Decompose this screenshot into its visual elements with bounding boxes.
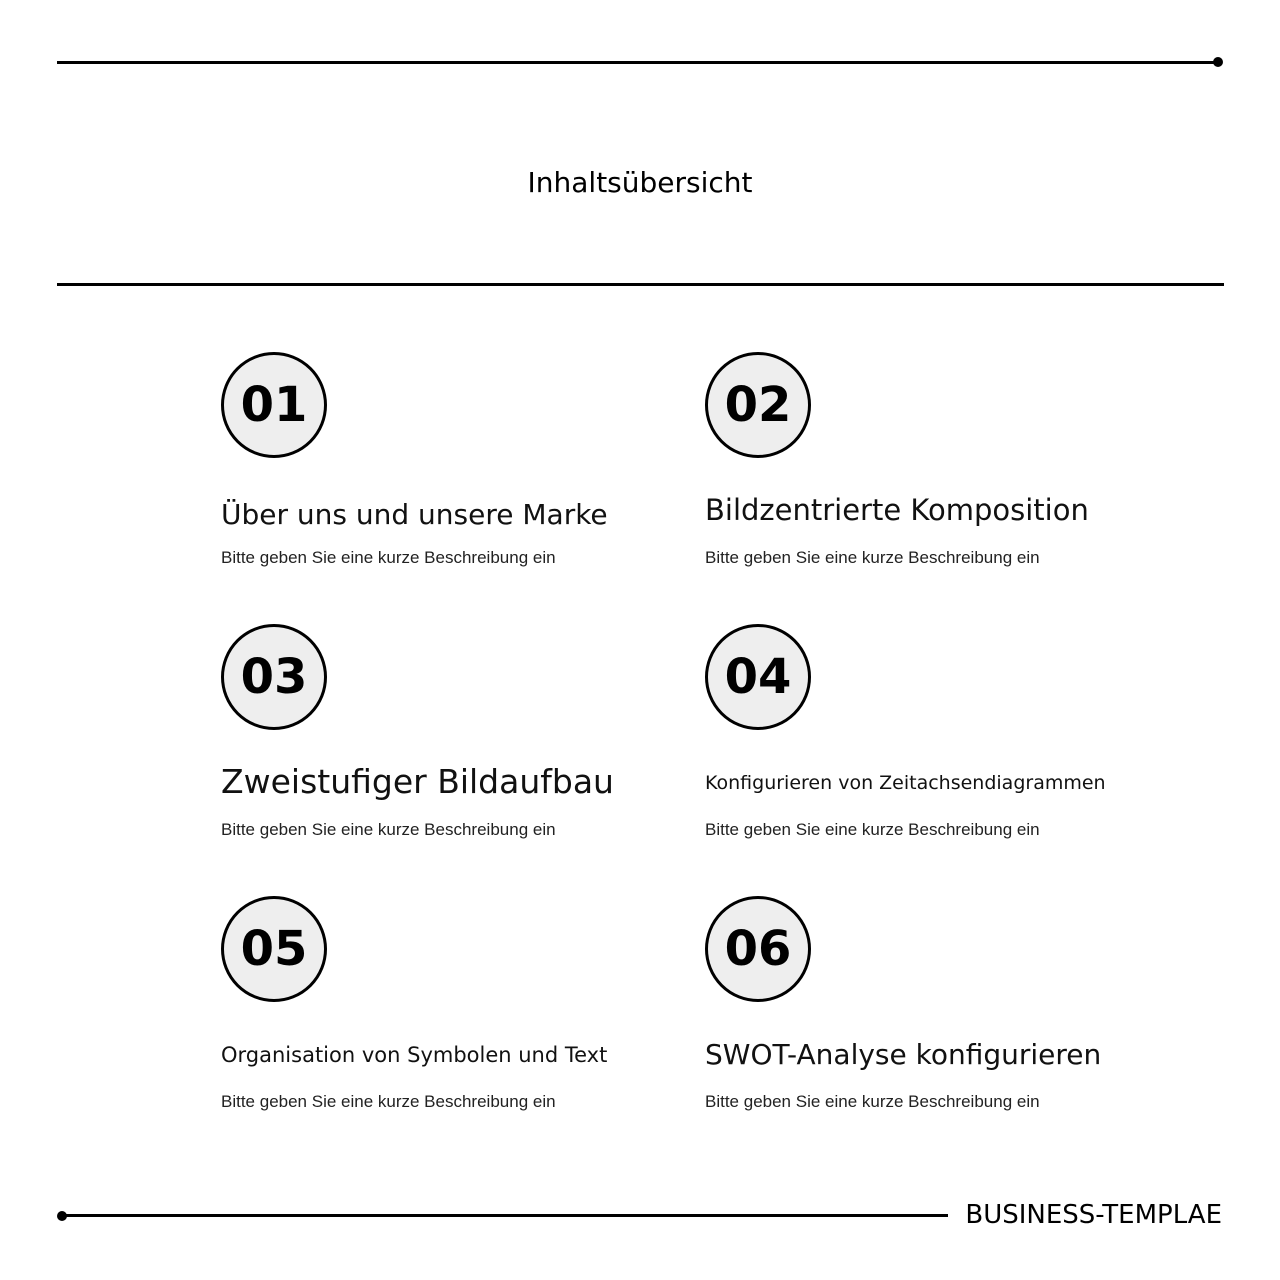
- item-title: Konfigurieren von Zeitachsendiagrammen: [705, 772, 1106, 794]
- footer-brand: BUSINESS-TEMPLAE: [965, 1200, 1222, 1230]
- item-title: SWOT-Analyse konfigurieren: [705, 1038, 1102, 1071]
- item-title: Organisation von Symbolen und Text: [221, 1043, 608, 1067]
- item-description: Bitte geben Sie eine kurze Beschreibung ein: [221, 820, 556, 839]
- page-title: Inhaltsübersicht: [527, 166, 753, 199]
- item-title: Zweistufiger Bildaufbau: [221, 762, 614, 801]
- number-badge: 01: [221, 352, 327, 458]
- item-description: Bitte geben Sie eine kurze Beschreibung ein: [221, 548, 556, 567]
- item-description: Bitte geben Sie eine kurze Beschreibung ein: [221, 1092, 556, 1111]
- title-divider: [57, 283, 1224, 286]
- top-divider-dot: [1213, 57, 1223, 67]
- item-title: Über uns und unsere Marke: [221, 498, 608, 531]
- number-badge: 06: [705, 896, 811, 1002]
- number-badge: 04: [705, 624, 811, 730]
- item-description: Bitte geben Sie eine kurze Beschreibung ein: [705, 1092, 1040, 1111]
- top-divider: [57, 61, 1219, 64]
- item-title: Bildzentrierte Komposition: [705, 493, 1089, 527]
- number-badge: 02: [705, 352, 811, 458]
- number-badge: 05: [221, 896, 327, 1002]
- item-description: Bitte geben Sie eine kurze Beschreibung ein: [705, 548, 1040, 567]
- number-badge: 03: [221, 624, 327, 730]
- bottom-divider: [62, 1214, 948, 1217]
- item-description: Bitte geben Sie eine kurze Beschreibung ein: [705, 820, 1040, 839]
